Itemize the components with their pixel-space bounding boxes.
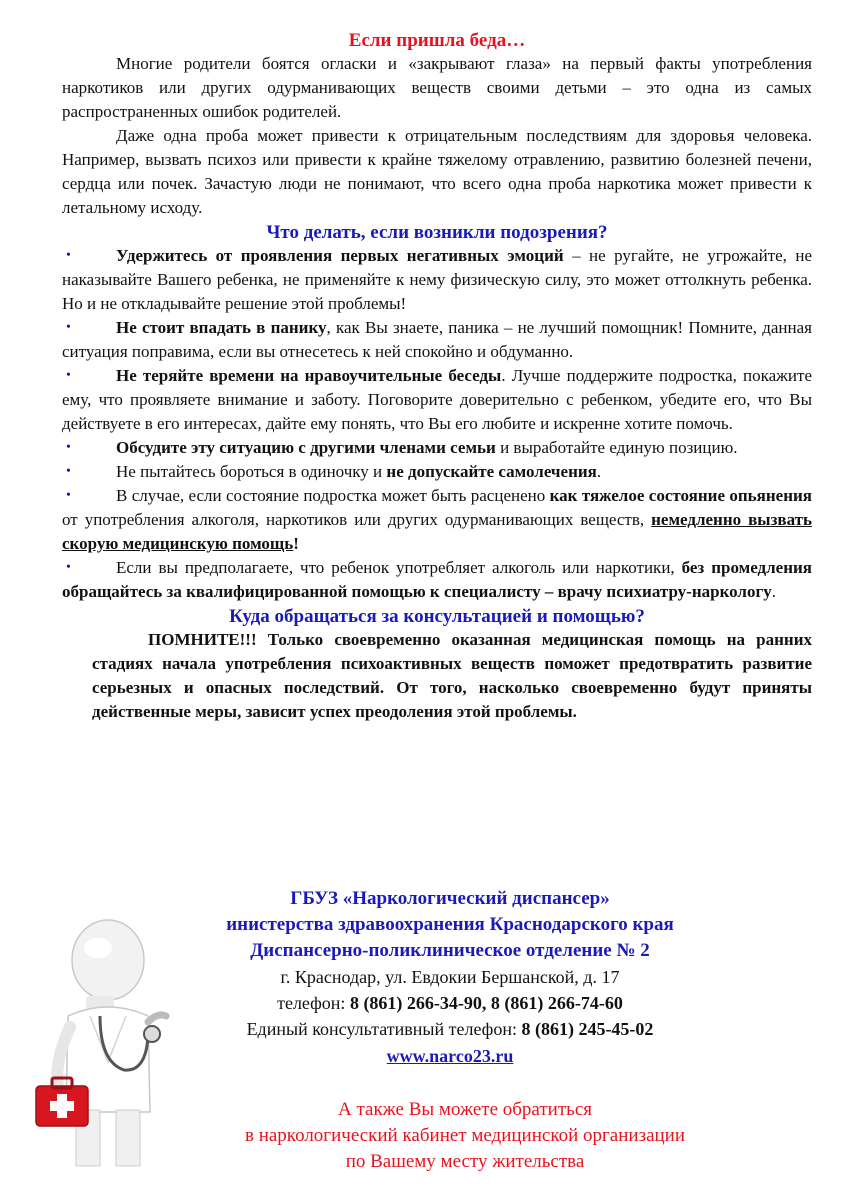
organization-name: ГБУЗ «Наркологический диспансер» [290,888,610,909]
phone-line: телефон: 8 (861) 266-34-90, 8 (861) 266-74-60 [277,993,623,1013]
department-name: Диспансерно-поликлиническое отделение № 2 [250,940,650,961]
unified-phone-line: Единый консультативный телефон: 8 (861) 245-45-02 [246,1019,654,1039]
footer-line-1: А также Вы можете обратиться [338,1099,592,1120]
bullet-icon: • [66,464,71,479]
section-title-suspicion: Что делать, если возникли подозрения? [266,222,608,243]
bullet-icon: • [66,320,71,335]
advice-item: • Удержитесь от проявления первых негативных эмоций – не ругайте, не угрожайте, не наказывайте Вашего ребенка, не применяйте к нему физическую силу, это может оттолкнуть ребенка. Но и не откладывайте решение этой проблемы! [62,246,812,313]
address: г. Краснодар, ул. Евдокии Бершанской, д. 17 [280,967,620,987]
bullet-icon: • [66,560,71,575]
footer-line-3: по Вашему месту жительства [345,1151,585,1172]
advice-item: • Обсудите эту ситуацию с другими членами семьи и выработайте единую позицию. [62,436,812,460]
website-link[interactable]: www.narco23.ru [386,1046,514,1066]
leaflet-content [62,30,812,724]
footer-note [160,1097,770,1175]
remember-warning: ПОМНИТЕ!!! Только своевременно оказанная медицинская помощь на ранних стадиях начала употребления психоактивных веществ поможет предотвратить развитие серьезных и опасных последствий. От того, насколько своевременно будут приняты действенные меры, зависит успех преодоления этой проблемы. [92,630,812,721]
advice-item: • В случае, если состояние подростка может быть расценено как тяжелое состояние опьянения от употребления алкоголя, наркотиков или других одурманивающих веществ, немедленно вызвать скорую медицинскую помощь! [62,486,812,553]
advice-item: • Не стоит впадать в панику, как Вы знаете, паника – не лучший помощник! Помните, данная ситуация поправима, если вы отнесетесь к ней спокойно и обдуманно. [62,318,812,361]
phone-numbers: 8 (861) 266-34-90, 8 (861) 266-74-60 [349,993,623,1013]
footer-line-2: в наркологический кабинет медицинской организации [244,1125,686,1146]
bullet-icon: • [66,488,71,503]
doctor-with-first-aid-kit-illustration [30,912,180,1172]
bullet-icon: • [66,440,71,455]
advice-item: • Если вы предполагаете, что ребенок употребляет алкоголь или наркотики, без промедления обращайтесь за квалифицированной помощью к специалисту – врачу психиатру-наркологу. [62,558,812,601]
ministry-name: инистерства здравоохранения Краснодарского края [226,914,674,935]
unified-phone-number: 8 (861) 245-45-02 [521,1019,654,1039]
advice-item: • Не теряйте времени на нравоучительные беседы. Лучше поддержите подростка, покажите ему, что проявляете внимание и заботу. Поговорите доверительно с ребенком, убедите его, что Вы действуете в его интересах, дайте ему понять, что Вы его любите и искренне хотите помочь. [62,366,813,433]
section-title-where-to-go: Куда обращаться за консультацией и помощью? [229,606,645,627]
bullet-icon: • [66,248,71,263]
bullet-icon: • [66,368,71,383]
advice-item: • Не пытайтесь бороться в одиночку и не допускайте самолечения. [62,460,812,484]
advice-list [62,244,812,604]
intro-paragraph-1: Многие родители боятся огласки и «закрывают глаза» на первый факты употребления наркотиков или других одурманивающих веществ своими детьми – это одна из самых распространенных ошибок родителей. [62,54,812,121]
section-title-trouble: Если пришла беда… [348,30,526,51]
contacts-block [170,886,730,1070]
intro-paragraph-2: Даже одна проба может привести к отрицательным последствиям для здоровья человека. Например, вызвать психоз или привести к крайне тяжелому отравлению, развитию болезней печени, сердца или почек. Зачастую люди не понимают, что всего одна проба наркотика может привести к летальному исходу. [62,126,812,217]
